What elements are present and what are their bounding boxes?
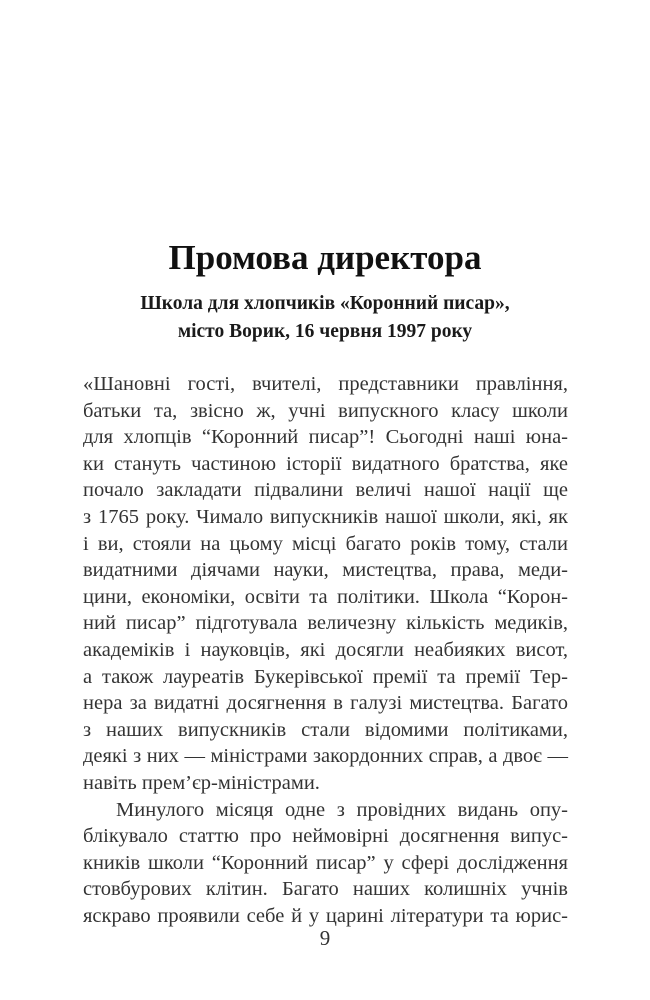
text-line: кників школи “Коронний писар” у сфері дослідження bbox=[83, 851, 568, 874]
text-line: академіків і науковців, які досягли неабияких висот, bbox=[83, 638, 568, 661]
text-line: ний писар” підготувала величезну кількість медиків, bbox=[83, 612, 568, 635]
text-line: стовбурових клітин. Багато наших колишніх учнів bbox=[83, 878, 568, 901]
text-line: і ви, стояли на цьому місці багато років тому, стали bbox=[83, 532, 568, 555]
text-line: «Шановні гості, вчителі, представники правління, bbox=[83, 373, 568, 395]
paragraph-2 bbox=[83, 797, 568, 930]
paragraph-1 bbox=[83, 371, 568, 797]
page-number: 9 bbox=[319, 926, 331, 950]
chapter-title: Промова директора bbox=[168, 238, 482, 277]
text-line: цини, економіки, освіти та політики. Школа “Корон- bbox=[83, 585, 568, 608]
chapter-subtitle bbox=[0, 290, 650, 346]
text-line: батьки та, звісно ж, учні випускного класу школи bbox=[83, 399, 568, 422]
subtitle-line: місто Ворик, 16 червня 1997 року bbox=[177, 321, 473, 342]
text-line: Минулого місяця одне з провідних видань опу- bbox=[116, 798, 568, 821]
text-line: видатними діячами науки, мистецтва, права, меди- bbox=[83, 559, 568, 582]
text-line: ки стануть частиною історії видатного братства, яке bbox=[83, 452, 568, 475]
text-line: навіть прем’єр-міністрами. bbox=[83, 771, 320, 794]
text-line: нера за видатні досягнення в галузі мистецтва. Багато bbox=[83, 692, 568, 715]
body-text bbox=[83, 371, 568, 929]
text-line: з наших випускників стали відомими політиками, bbox=[83, 718, 568, 741]
text-line: з 1765 року. Чимало випускників нашої школи, які, як bbox=[83, 505, 568, 528]
text-line: яскраво проявили себе й у царині літератури та юрис- bbox=[83, 904, 568, 927]
text-line: блікувало статтю про неймовірні досягнення випус- bbox=[83, 825, 568, 848]
subtitle-line: Школа для хлопчиків «Коронний писар», bbox=[140, 293, 510, 314]
text-line: почало закладати підвалини величі нашої нації ще bbox=[83, 479, 568, 502]
text-line: а також лауреатів Букерівської премії та премії Тер- bbox=[83, 665, 568, 688]
text-line: для хлопців “Коронний писар”! Сьогодні наші юна- bbox=[83, 426, 568, 449]
text-line: деякі з них — міністрами закордонних справ, а двоє — bbox=[83, 745, 568, 768]
